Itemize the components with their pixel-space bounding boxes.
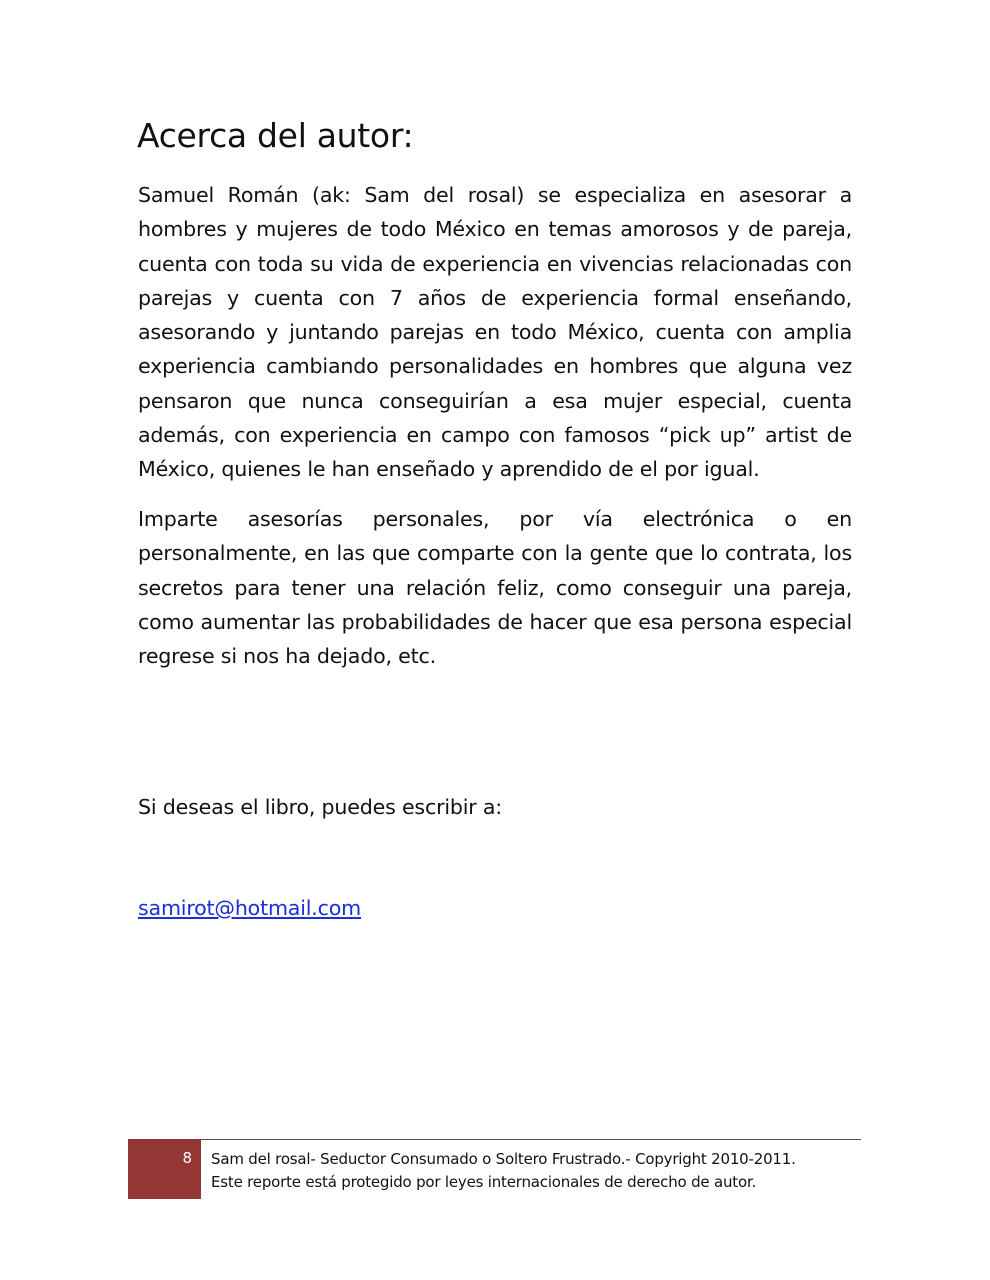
email-link[interactable]: samirot@hotmail.com <box>138 896 361 920</box>
page-number: 8 <box>182 1149 192 1167</box>
footer-line-1: Sam del rosal- Seductor Consumado o Soltero Frustrado.- Copyright 2010-2011. <box>211 1150 796 1168</box>
section-heading: Acerca del autor: <box>137 116 414 155</box>
page-number-box <box>128 1139 201 1199</box>
services-paragraph: Imparte asesorías personales, por vía electrónica o en personalmente, en las que comparte con la gente que lo contrata, los secretos para tener una relación feliz, como conseguir una pareja, como aumentar las probabilidades de hacer que esa persona especial regrese si nos ha dejado, etc. <box>138 507 852 669</box>
footer-divider <box>128 1139 861 1140</box>
footer-copyright <box>211 1148 796 1194</box>
contact-request-text: Si deseas el libro, puedes escribir a: <box>138 795 503 819</box>
author-bio-paragraph: Samuel Román (ak: Sam del rosal) se especializa en asesorar a hombres y mujeres de todo México en temas amorosos y de pareja, cuenta con toda su vida de experiencia en vivencias relacionadas con parejas y cuenta con 7 años de experiencia formal enseñando, asesorando y juntando parejas en todo México, cuenta con amplia experiencia cambiando personalidades en hombres que alguna vez pensaron que nunca conseguirían a esa mujer especial, cuenta además, con experiencia en campo con famosos “pick up” artist de México, quienes le han enseñado y aprendido de el por igual. <box>138 183 852 482</box>
footer-line-2: Este reporte está protegido por leyes internacionales de derecho de autor. <box>211 1173 757 1191</box>
